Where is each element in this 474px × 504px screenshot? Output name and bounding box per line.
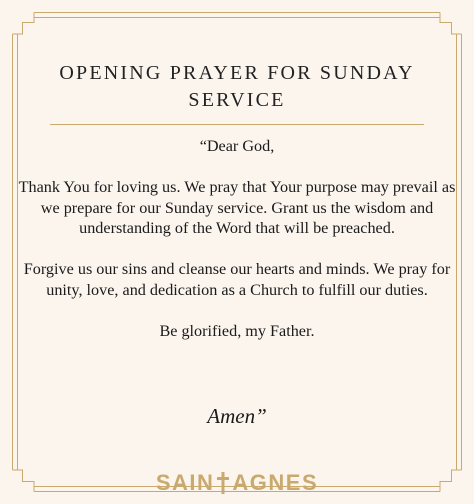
page-title <box>0 60 474 114</box>
prayer-paragraph: Thank You for loving us. We pray that Your purpose may prevail as we prepare for our Sunday service. Grant us the wisdom and understanding of the Word that will be preached. <box>18 178 456 237</box>
title-line-2: SERVICE <box>188 89 286 111</box>
prayer-body <box>16 136 458 362</box>
amen-signoff: Amen” <box>207 404 267 428</box>
cross-icon <box>215 471 231 495</box>
prayer-closing-line: Be glorified, my Father. <box>159 321 315 340</box>
logo-text-right: AGNES <box>232 470 319 495</box>
title-divider <box>50 124 424 125</box>
logo-text-left: SAIN <box>155 470 215 495</box>
title-line-1: OPENING PRAYER FOR SUNDAY <box>59 62 415 84</box>
prayer-greeting: “Dear God, <box>199 137 275 155</box>
saint-agnes-logo <box>0 470 474 496</box>
prayer-paragraph: Forgive us our sins and cleanse our hearts and minds. We pray for unity, love, and dedication as a Church to fulfill our duties. <box>23 260 451 299</box>
